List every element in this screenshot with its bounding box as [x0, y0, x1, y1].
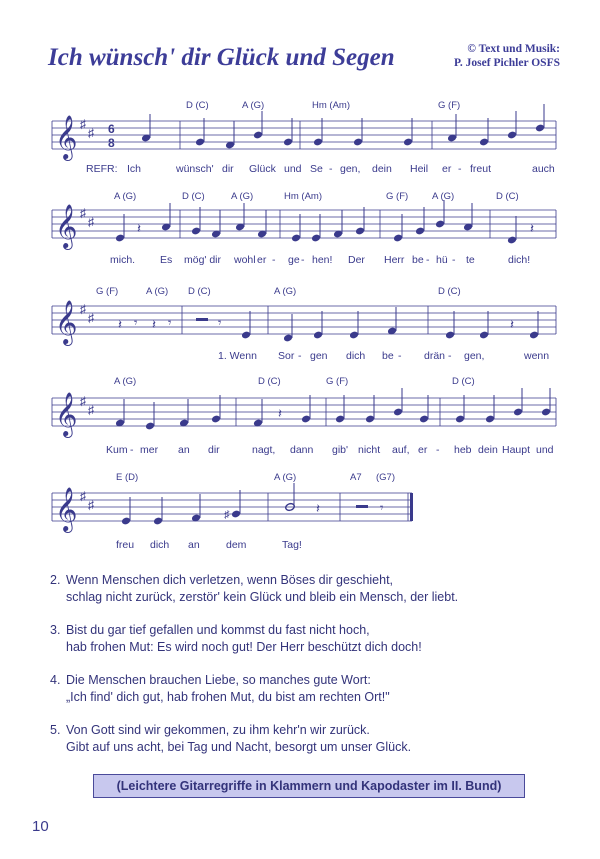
lyric: gen — [310, 350, 328, 362]
verse-number: 2. — [50, 573, 61, 587]
lyric: te — [466, 254, 475, 266]
rest-icon: 𝄽 — [510, 317, 514, 332]
half-rest-icon — [356, 505, 368, 508]
lyric: REFR: — [86, 163, 118, 175]
chord-symbol: E (D) — [116, 472, 139, 483]
chord-symbol: A (G) — [242, 100, 265, 111]
lyric: 1. Wenn — [218, 350, 257, 362]
music-system — [52, 376, 556, 456]
lyric: Es — [160, 254, 173, 266]
song-title: Ich wünsch' dir Glück und Segen — [48, 44, 395, 71]
music-system — [52, 286, 556, 362]
verse-number: 3. — [50, 623, 61, 637]
lyric: Herr — [384, 254, 405, 266]
sharp-icon: ♯ — [88, 498, 94, 512]
verse — [50, 622, 458, 656]
sharp-icon: ♯ — [88, 403, 94, 417]
rest-icon: 𝄾 — [168, 315, 172, 330]
lyric: ge — [288, 254, 300, 266]
lyric: und — [536, 444, 554, 456]
chord-symbol: D (C) — [496, 191, 519, 202]
chord-symbol: G (F) — [386, 191, 409, 202]
lyric: mich. — [110, 254, 136, 266]
lyric: gen, — [340, 163, 361, 175]
lyric: freut — [470, 163, 492, 175]
lyric: mer — [140, 444, 159, 456]
chord-symbol: D (C) — [186, 100, 209, 111]
half-rest-icon — [196, 318, 208, 321]
credit-line: P. Josef Pichler OSFS — [453, 57, 560, 69]
lyric: - — [448, 350, 452, 362]
lyric: dir — [222, 163, 234, 175]
lyric: dein — [478, 444, 498, 456]
chord-symbol: Hm (Am) — [284, 191, 322, 202]
lyric: und — [284, 163, 302, 175]
chord-symbol: Hm (Am) — [312, 100, 350, 111]
lyric: Der — [348, 254, 365, 266]
time-signature: 8 — [108, 136, 115, 150]
lyric: hen! — [312, 254, 333, 266]
treble-clef-icon: 𝄞 — [55, 204, 78, 248]
sharp-icon: ♯ — [80, 394, 86, 408]
lyric: Ich — [127, 163, 142, 175]
lyric: - — [436, 444, 440, 456]
lyric: er — [418, 444, 428, 456]
chord-symbol: G (F) — [326, 376, 349, 387]
lyric: dann — [290, 444, 314, 456]
music-system — [52, 191, 556, 266]
lyric: - — [452, 254, 456, 266]
lyric: - — [426, 254, 430, 266]
page-number: 10 — [32, 818, 49, 835]
sharp-icon: ♯ — [88, 311, 94, 325]
chord-symbol: A (G) — [146, 286, 169, 297]
chord-symbol: G (F) — [438, 100, 461, 111]
lyric: gib' — [332, 444, 349, 456]
chord-symbol: A (G) — [274, 286, 297, 297]
lyric: Sor — [278, 350, 295, 362]
chord-symbol: D (C) — [452, 376, 475, 387]
lyric: Heil — [410, 163, 429, 175]
rest-icon: 𝄽 — [316, 501, 320, 516]
verse-line: Wenn Menschen dich verletzen, wenn Böses dir geschieht, — [66, 573, 394, 587]
verses — [50, 572, 458, 772]
sharp-icon: ♯ — [80, 206, 86, 220]
lyric: heb — [454, 444, 472, 456]
verse-line: Die Menschen brauchen Liebe, so manches gute Wort: — [66, 673, 371, 687]
lyric: be — [382, 350, 394, 362]
lyric: Glück — [249, 163, 276, 175]
chord-symbol: G (F) — [96, 286, 119, 297]
chord-symbol: A (G) — [114, 376, 137, 387]
lyric: - — [272, 254, 276, 266]
lyric: an — [188, 539, 200, 551]
lyric: Tag! — [282, 539, 302, 551]
lyric: mög' dir — [184, 254, 222, 266]
time-signature: 6 — [108, 122, 115, 136]
lyric: gen, — [464, 350, 485, 362]
rest-icon: 𝄾 — [134, 315, 138, 330]
lyric: dich — [150, 539, 170, 551]
chord-symbol: D (C) — [438, 286, 461, 297]
verse-line: hab frohen Mut: Es wird noch gut! Der Herr beschützt dich doch! — [66, 640, 422, 654]
verse-line: Gibt auf uns acht, bei Tag und Nacht, besorgt um unser Glück. — [66, 740, 412, 754]
lyric: auch — [532, 163, 555, 175]
footnote-box: (Leichtere Gitarregriffe in Klammern und Kapodaster im II. Bund) — [93, 774, 525, 798]
verse-line: Bist du gar tief gefallen und kommst du fast nicht hoch, — [66, 623, 370, 637]
chord-symbol: D (C) — [258, 376, 281, 387]
credit-line: © Text und Musik: — [467, 43, 560, 55]
rest-icon: 𝄽 — [137, 221, 141, 236]
lyric: dir — [208, 444, 220, 456]
final-barline — [410, 493, 413, 521]
sharp-icon: ♯ — [80, 302, 86, 316]
verse-line: Von Gott sind wir gekommen, zu ihm kehr'n wir zurück. — [66, 723, 370, 737]
lyric: - — [301, 254, 305, 266]
lyric: nicht — [358, 444, 381, 456]
lyric: dein — [372, 163, 392, 175]
lyric: Kum — [106, 444, 128, 456]
lyric: Haupt — [502, 444, 531, 456]
rest-icon: 𝄽 — [530, 221, 534, 236]
music-system — [52, 100, 556, 175]
lyric: - — [329, 163, 333, 175]
lyric: - — [130, 444, 134, 456]
lyric: hü — [436, 254, 448, 266]
rest-icon: 𝄽 — [152, 317, 156, 332]
lyric: an — [178, 444, 190, 456]
rest-icon: 𝄽 — [118, 317, 122, 332]
treble-clef-icon: 𝄞 — [55, 392, 78, 436]
verse-line: schlag nicht zurück, zerstör' kein Glück und bleib ein Mensch, der liebt. — [66, 590, 459, 604]
rest-icon: 𝄾 — [218, 315, 222, 330]
lyric: er — [257, 254, 267, 266]
treble-clef-icon: 𝄞 — [55, 300, 78, 344]
chord-symbol: D (C) — [182, 191, 205, 202]
lyric: Se — [310, 163, 323, 175]
verse-number: 5. — [50, 723, 61, 737]
sharp-icon: ♯ — [88, 126, 94, 140]
rest-icon: 𝄾 — [380, 500, 384, 515]
sharp-icon: ♯ — [80, 489, 86, 503]
lyric: - — [398, 350, 402, 362]
treble-clef-icon: 𝄞 — [55, 487, 78, 531]
treble-clef-icon: 𝄞 — [55, 115, 78, 159]
lyric: er — [442, 163, 452, 175]
lyric: freu — [116, 539, 135, 551]
sharp-icon: ♯ — [88, 215, 94, 229]
rest-icon: 𝄽 — [278, 406, 282, 421]
chord-symbol: A7 — [350, 472, 362, 483]
lyric: wenn — [524, 350, 550, 362]
verse-line: „Ich find' dich gut, hab frohen Mut, du bist am rechten Ort!" — [66, 690, 390, 704]
lyric: drän — [424, 350, 446, 362]
chord-symbol: A (G) — [231, 191, 254, 202]
lyric: wünsch' — [176, 163, 214, 175]
verse-number: 4. — [50, 673, 61, 687]
lyric: be — [412, 254, 424, 266]
chord-symbol: A (G) — [432, 191, 455, 202]
sharp-icon: ♯ — [224, 509, 230, 521]
lyric: dem — [226, 539, 247, 551]
chord-symbol: (G7) — [376, 472, 395, 483]
lyric: nagt, — [252, 444, 276, 456]
verse — [50, 722, 458, 756]
lyric: - — [298, 350, 302, 362]
lyric: - — [458, 163, 462, 175]
lyric: dich — [346, 350, 366, 362]
sharp-icon: ♯ — [80, 117, 86, 131]
lyric: auf, — [392, 444, 410, 456]
music-system — [52, 472, 413, 551]
chord-symbol: A (G) — [274, 472, 297, 483]
verse — [50, 572, 458, 606]
chord-symbol: A (G) — [114, 191, 137, 202]
chord-symbol: D (C) — [188, 286, 211, 297]
lyric: wohl — [234, 254, 256, 266]
verse — [50, 672, 458, 706]
lyric: dich! — [508, 254, 531, 266]
